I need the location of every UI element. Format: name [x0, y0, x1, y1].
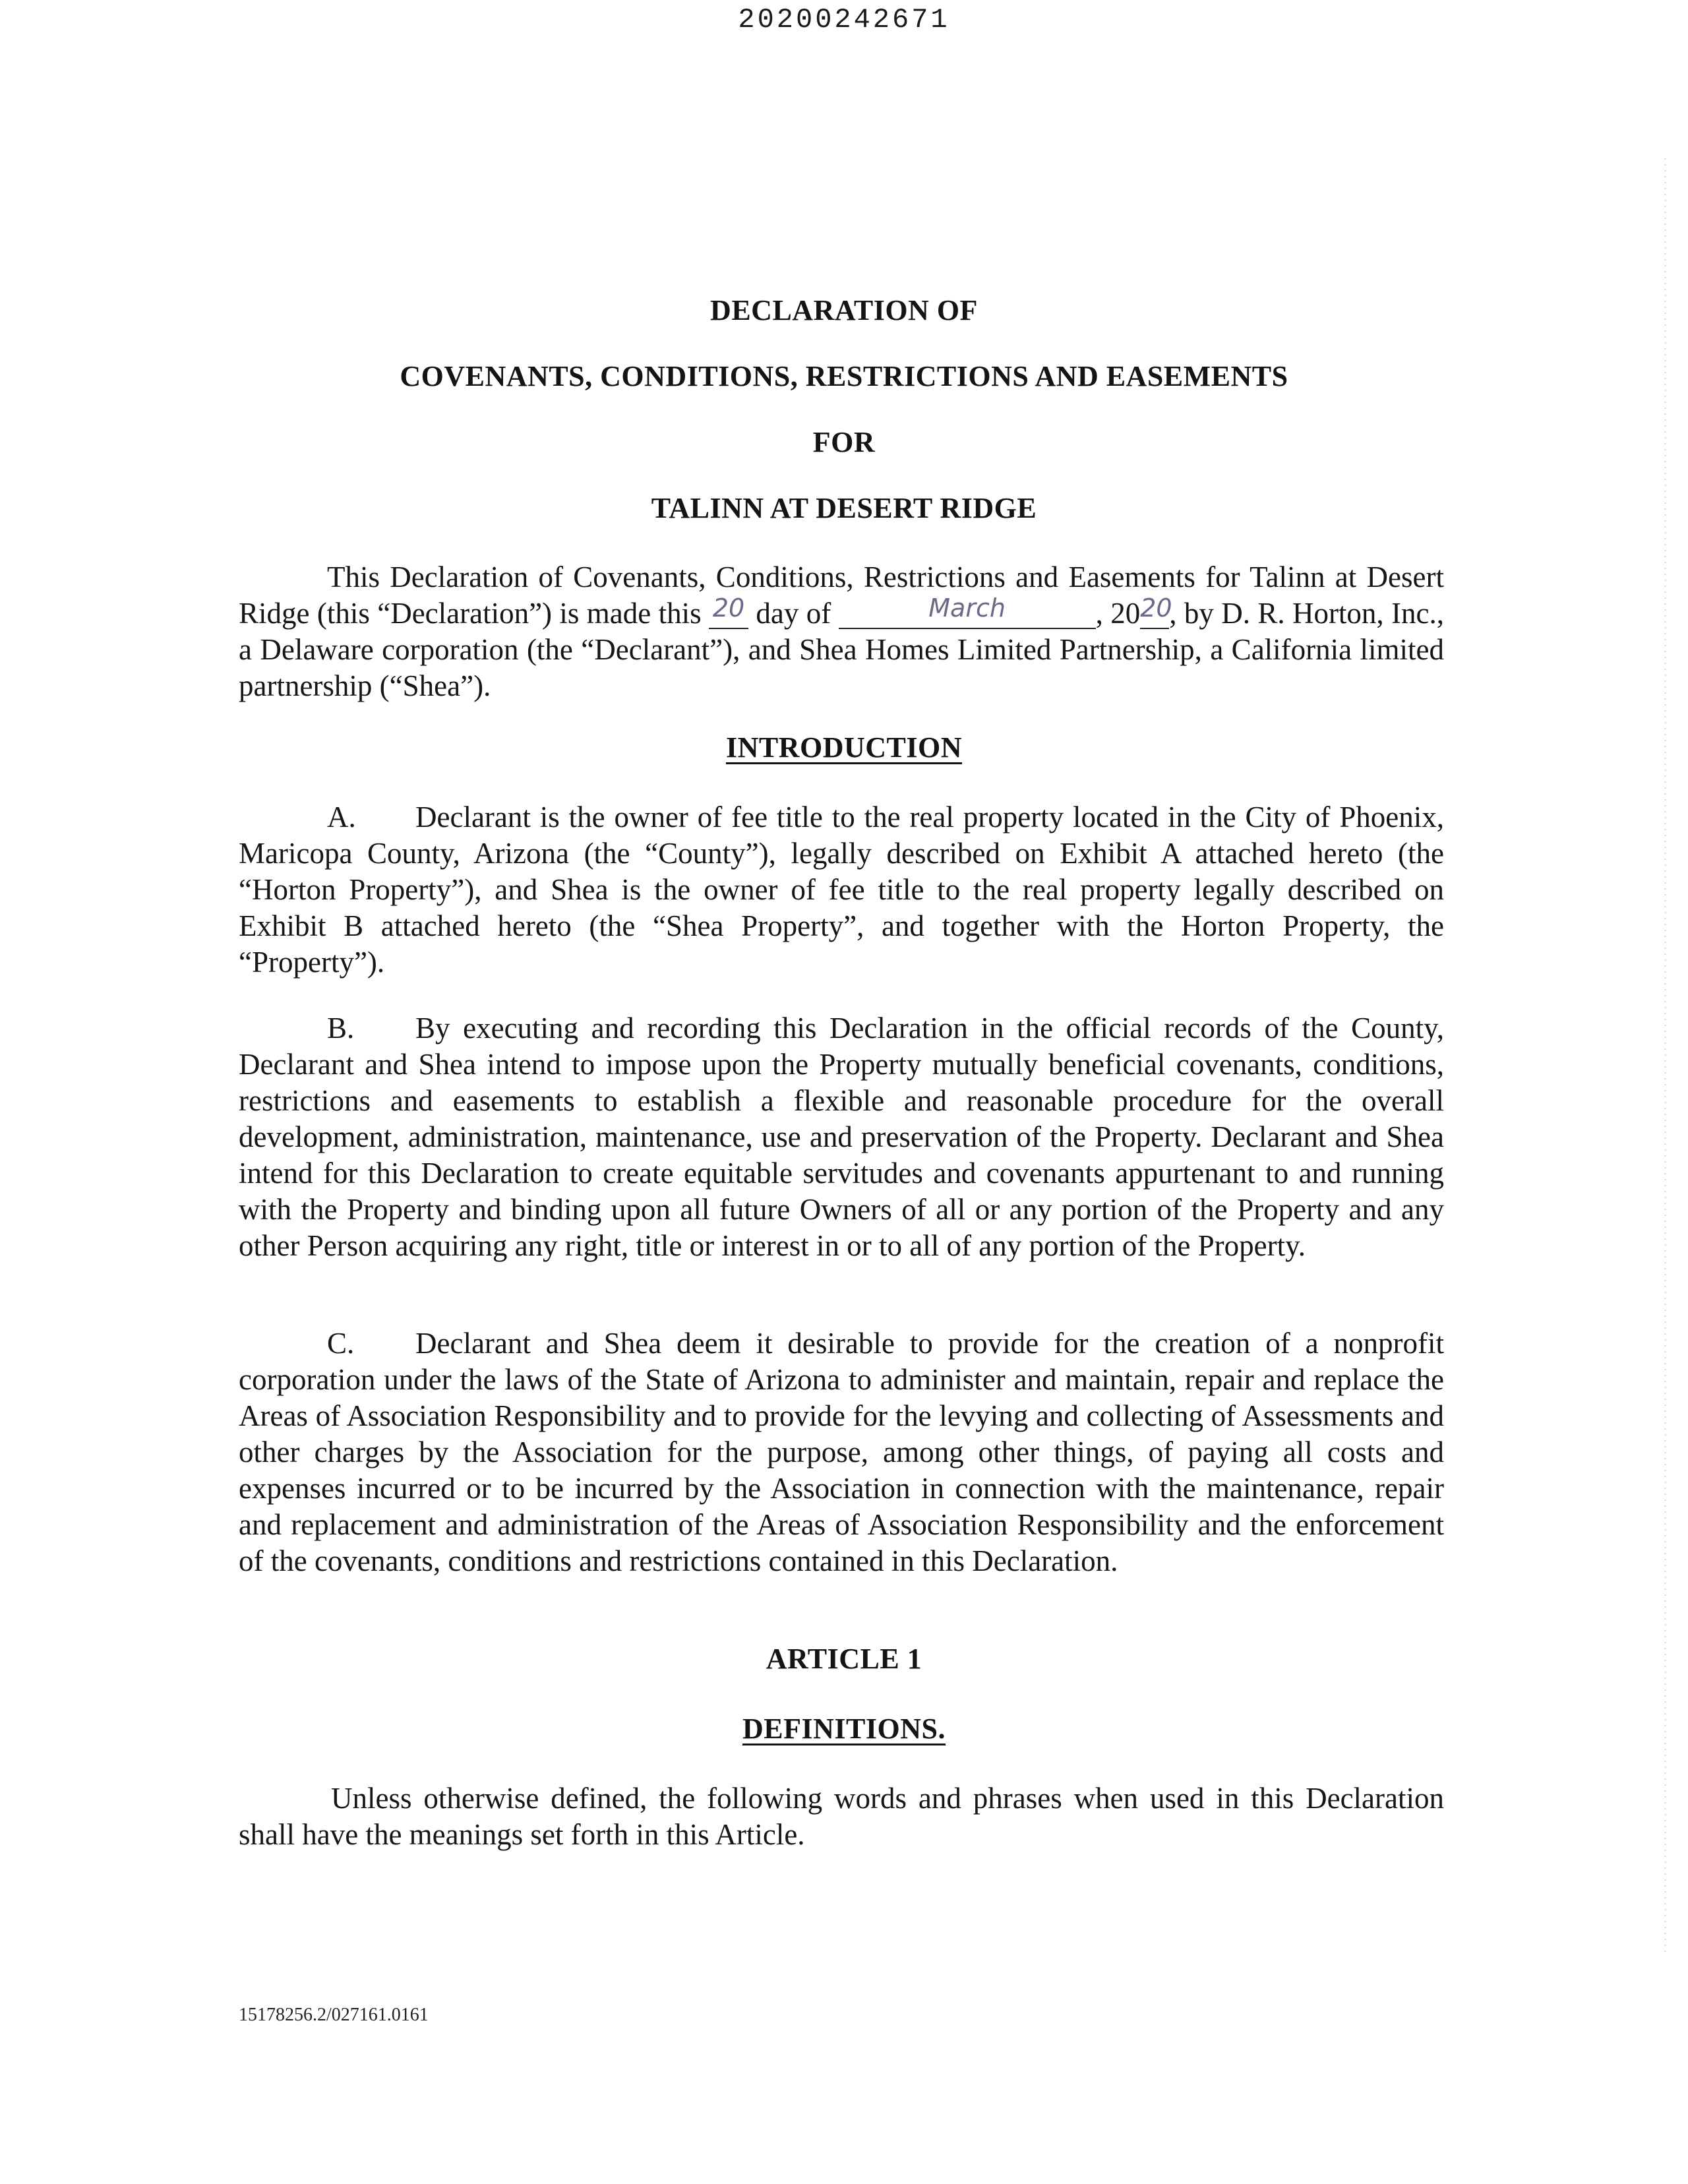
preamble-day-of: day of — [756, 597, 831, 630]
scan-edge-artifact — [1664, 158, 1666, 1952]
month-blank — [839, 593, 1096, 629]
preamble-paragraph — [239, 559, 1444, 704]
intro-paragraph-a — [239, 799, 1444, 981]
definitions-heading-text: DEFINITIONS. — [742, 1713, 946, 1745]
handwritten-year: 20 — [1140, 593, 1172, 622]
title-line-4: TALINN AT DESERT RIDGE — [651, 492, 1037, 524]
intro-paragraph-a-text: Declarant is the owner of fee title to the real property located in the City of Phoenix, Maricopa County, Arizona (the “County”), legally described on Exhibit A attached hereto (the “Horton Property”), and Shea is the owner of fee title to the real property legally described on Exhibit B attached hereto (the “Shea Property”, and together with the Horton Property, the “Property”). — [239, 801, 1444, 979]
definitions-heading — [0, 1712, 1688, 1745]
intro-paragraph-c-letter: C. — [327, 1327, 355, 1360]
preamble-year-prefix: , 20 — [1095, 597, 1141, 630]
intro-paragraph-c-text: Declarant and Shea deem it desirable to provide for the creation of a nonprofit corporation under the laws of the State of Arizona to administer and maintain, repair and replace the Areas of Association Responsibility and to provide for the levying and collecting of Assessments and other charges by the Association for the purpose, among other things, of paying all costs and expenses incurred or to be incurred by the Association in connection with the maintenance, repair and replacement and administration of the Areas of Association Responsibility and the enforcement of the covenants, conditions and restrictions contained in this Declaration. — [239, 1327, 1444, 1577]
handwritten-month: March — [928, 593, 1006, 622]
intro-paragraph-b-letter: B. — [327, 1012, 355, 1045]
introduction-heading — [0, 731, 1688, 764]
day-blank — [709, 593, 748, 629]
intro-paragraph-b — [239, 1010, 1444, 1264]
footer-document-id: 15178256.2/027161.0161 — [239, 2005, 429, 2025]
preamble-text-start: This Declaration of Covenants, Conditions, Restrictions and Easements for Talinn at Desert Ridge (this “Declaration”) is made this — [239, 561, 1444, 630]
preamble-text-end: , by D. R. Horton, Inc., a Delaware corporation (the “Declarant”), and Shea Homes Limited Partnership, a California limited partnership (“Shea”). — [239, 597, 1445, 702]
title-line-2: COVENANTS, CONDITIONS, RESTRICTIONS AND EASEMENTS — [400, 360, 1288, 392]
handwritten-day: 20 — [712, 593, 745, 622]
year-blank — [1140, 593, 1172, 629]
intro-paragraph-b-text: By executing and recording this Declaration in the official records of the County, Declarant and Shea intend to impose upon the Property mutually beneficial covenants, conditions, restrictions and easements to establish a flexible and reasonable procedure for the overall development, administration, maintenance, use and preservation of the Property. Declarant and Shea intend for this Declaration to create equitable servitudes and covenants appurtenant to and running with the Property and binding upon all future Owners of all or any portion of the Property and any other Person acquiring any right, title or interest in or to all of any portion of the Property. — [239, 1012, 1444, 1262]
article-1-heading: ARTICLE 1 — [766, 1643, 922, 1675]
introduction-heading-text: INTRODUCTION — [725, 731, 963, 764]
article-1-intro-paragraph — [239, 1780, 1444, 1853]
article-1-intro-text: Unless otherwise defined, the following words and phrases when used in this Declaration shall have the meanings set forth in this Article. — [239, 1782, 1444, 1851]
title-line-3: FOR — [812, 426, 876, 458]
intro-paragraph-c — [239, 1325, 1444, 1579]
title-line-1: DECLARATION OF — [710, 294, 978, 326]
intro-paragraph-a-letter: A. — [327, 801, 356, 834]
recording-number: 20200242671 — [738, 4, 950, 36]
